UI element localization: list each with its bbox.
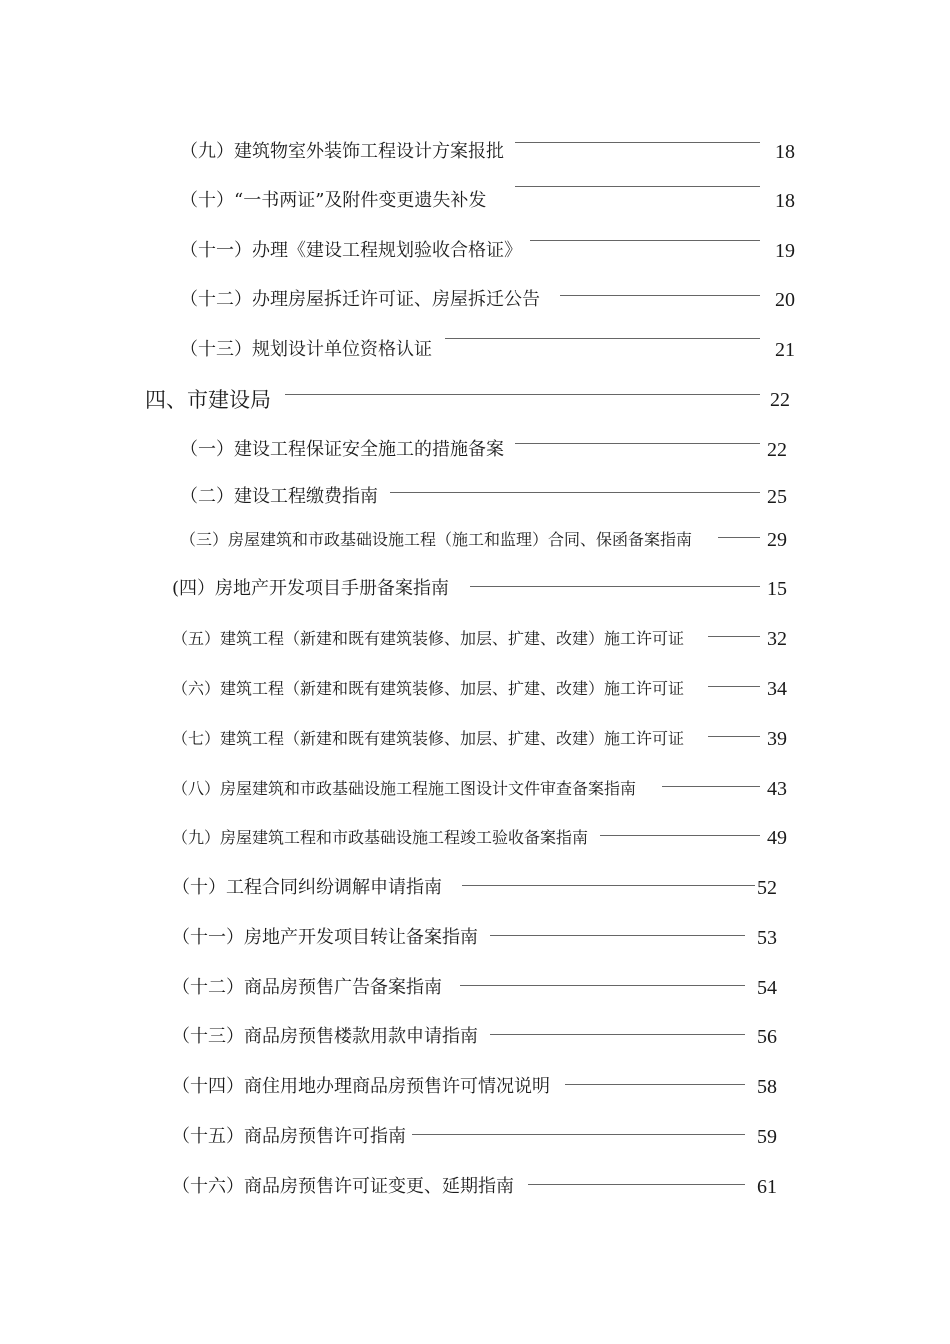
- toc-entry-title: （十六）商品房预售许可证变更、延期指南: [172, 1176, 514, 1197]
- toc-entry-title: （九）建筑物室外装饰工程设计方案报批: [180, 141, 504, 162]
- toc-entry-page: 29: [767, 529, 787, 551]
- toc-entry-title: （五）建筑工程（新建和既有建筑装修、加层、扩建、改建）施工许可证: [172, 629, 685, 648]
- toc-entry[interactable]: [0, 923, 950, 953]
- toc-entry-title: （六）建筑工程（新建和既有建筑装修、加层、扩建、改建）施工许可证: [172, 679, 685, 698]
- toc-entry-page: 15: [767, 578, 787, 600]
- toc-entry-title: （十二）商品房预售广告备案指南: [172, 977, 442, 998]
- toc-leader: [462, 885, 755, 886]
- toc-entry-title: （十五）商品房预售许可指南: [172, 1126, 406, 1147]
- toc-entry[interactable]: [0, 1072, 950, 1102]
- toc-leader: [515, 142, 760, 143]
- toc-entry[interactable]: [0, 973, 950, 1003]
- toc-entry[interactable]: [0, 574, 950, 604]
- toc-entry-page: 18: [775, 141, 795, 163]
- toc-entry[interactable]: [0, 1122, 950, 1152]
- toc-leader: [708, 686, 760, 687]
- toc-entry-page: 61: [757, 1176, 777, 1198]
- toc-leader: [528, 1184, 745, 1185]
- toc-entry-page: 43: [767, 778, 787, 800]
- toc-leader: [600, 835, 760, 836]
- toc-leader: [662, 786, 760, 787]
- toc-entry[interactable]: [0, 674, 950, 704]
- toc-entry-page: 18: [775, 190, 795, 212]
- toc-entry-title: （七）建筑工程（新建和既有建筑装修、加层、扩建、改建）施工许可证: [172, 729, 685, 748]
- toc-leader: [490, 935, 745, 936]
- toc-entry-title: (四）房地产开发项目手册备案指南: [172, 578, 450, 599]
- toc-entry-page: 52: [757, 877, 777, 899]
- toc-entry-title: （二）建设工程缴费指南: [180, 486, 378, 507]
- toc-section-heading[interactable]: [0, 385, 950, 415]
- toc-entry-page: 19: [775, 240, 795, 262]
- toc-leader: [560, 295, 760, 296]
- toc-leader: [460, 985, 745, 986]
- toc-entry-title: （十一）房地产开发项目转让备案指南: [172, 927, 478, 948]
- toc-entry[interactable]: [0, 482, 950, 512]
- toc-entry-title: 四、市建设局: [145, 388, 271, 412]
- toc-leader: [412, 1134, 745, 1135]
- toc-entry-page: 58: [757, 1076, 777, 1098]
- toc-leader: [565, 1084, 745, 1085]
- toc-entry[interactable]: [0, 186, 950, 216]
- toc-leader: [515, 443, 760, 444]
- toc-entry-page: 49: [767, 827, 787, 849]
- toc-entry-page: 21: [775, 339, 795, 361]
- toc-entry-title: （十三）规划设计单位资格认证: [180, 339, 432, 360]
- toc-entry[interactable]: [0, 335, 950, 365]
- toc-leader: [490, 1034, 745, 1035]
- toc-entry[interactable]: [0, 137, 950, 167]
- toc-entry[interactable]: [0, 1022, 950, 1052]
- toc-entry-title: （十二）办理房屋拆迁许可证、房屋拆迁公告: [180, 289, 540, 310]
- toc-entry-title: （一）建设工程保证安全施工的措施备案: [180, 439, 504, 460]
- toc-entry-title: （八）房屋建筑和市政基础设施工程施工图设计文件审查备案指南: [172, 779, 637, 798]
- toc-entry-page: 22: [767, 439, 787, 461]
- toc-entry[interactable]: [0, 1172, 950, 1202]
- toc-entry-page: 20: [775, 289, 795, 311]
- toc-entry[interactable]: [0, 236, 950, 266]
- toc-entry-title: （十三）商品房预售楼款用款申请指南: [172, 1026, 478, 1047]
- toc-entry[interactable]: [0, 435, 950, 465]
- toc-entry-page: 34: [767, 678, 787, 700]
- toc-entry-page: 54: [757, 977, 777, 999]
- toc-entry-page: 59: [757, 1126, 777, 1148]
- toc-leader: [708, 636, 760, 637]
- toc-entry-title: （十一）办理《建设工程规划验收合格证》: [180, 240, 522, 261]
- toc-entry-title: （十）“一书两证”及附件变更遗失补发: [180, 190, 487, 211]
- toc-entry[interactable]: [0, 624, 950, 654]
- toc-entry[interactable]: [0, 525, 950, 555]
- toc-leader: [708, 736, 760, 737]
- toc-leader: [445, 338, 760, 339]
- toc-leader: [530, 240, 760, 241]
- toc-entry-page: 25: [767, 486, 787, 508]
- toc-leader: [390, 492, 760, 493]
- toc-entry[interactable]: [0, 724, 950, 754]
- toc-entry-title: （十四）商住用地办理商品房预售许可情况说明: [172, 1076, 550, 1097]
- toc-entry[interactable]: [0, 873, 950, 903]
- toc-leader: [285, 394, 760, 395]
- toc-entry-page: 53: [757, 927, 777, 949]
- toc-entry[interactable]: [0, 774, 950, 804]
- toc-entry-title: （九）房屋建筑工程和市政基础设施工程竣工验收备案指南: [172, 828, 589, 847]
- toc-entry[interactable]: [0, 823, 950, 853]
- toc-entry-page: 22: [770, 389, 790, 411]
- toc-entry-title: （三）房屋建筑和市政基础设施工程（施工和监理）合同、保函备案指南: [180, 530, 693, 549]
- toc-entry[interactable]: [0, 285, 950, 315]
- toc-entry-page: 32: [767, 628, 787, 650]
- toc-entry-title: （十）工程合同纠纷调解申请指南: [172, 877, 442, 898]
- toc-leader: [718, 537, 760, 538]
- toc-leader: [515, 186, 760, 187]
- toc-entry-page: 56: [757, 1026, 777, 1048]
- toc-entry-page: 39: [767, 728, 787, 750]
- toc-leader: [470, 586, 760, 587]
